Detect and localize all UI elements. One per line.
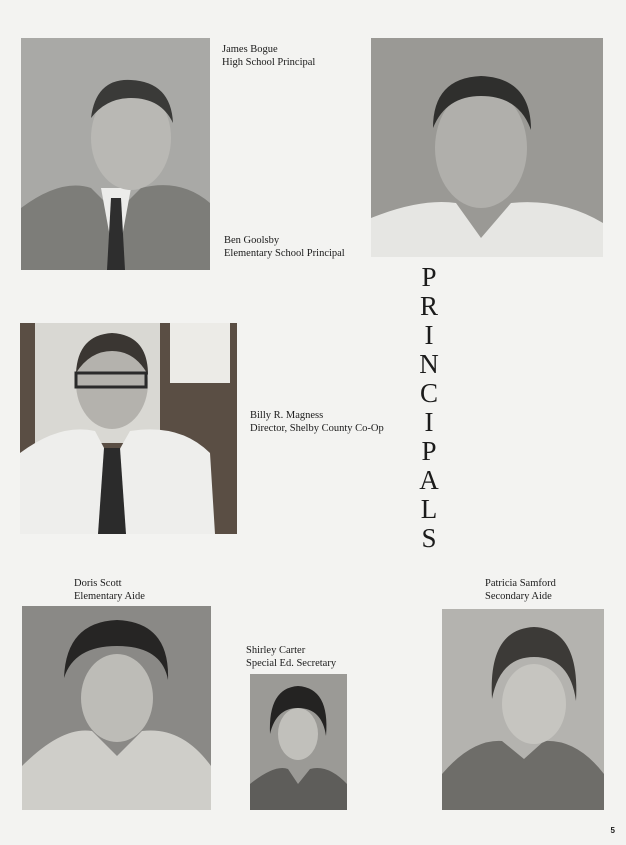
title-letter: P — [421, 436, 437, 466]
name-patricia-samford: Patricia Samford — [485, 578, 556, 589]
title-letter: P — [421, 262, 437, 292]
page-number: 5 — [610, 826, 615, 835]
photo-doris-scott — [22, 606, 211, 810]
page-title-principals — [414, 263, 444, 553]
photo-shirley-carter — [250, 674, 347, 810]
photo-patricia-samford — [442, 609, 604, 810]
photo-ben-goolsby — [371, 38, 603, 257]
title-letter: R — [419, 291, 438, 321]
title-letter: N — [419, 349, 439, 379]
caption-doris-scott — [74, 577, 145, 603]
name-james-bogue: James Bogue — [222, 44, 278, 55]
name-shirley-carter: Shirley Carter — [246, 645, 306, 656]
title-letter: I — [424, 320, 434, 350]
role-billy-magness: Director, Shelby County Co-Op — [250, 423, 384, 434]
caption-ben-goolsby — [224, 234, 345, 260]
title-letter: C — [419, 378, 438, 408]
role-patricia-samford: Secondary Aide — [485, 591, 552, 602]
title-letter: S — [421, 523, 437, 553]
photo-james-bogue — [21, 38, 210, 270]
title-letter: L — [420, 494, 438, 524]
role-ben-goolsby: Elementary School Principal — [224, 248, 345, 259]
role-doris-scott: Elementary Aide — [74, 591, 145, 602]
title-letter: A — [419, 465, 439, 495]
caption-james-bogue — [222, 43, 315, 69]
title-letter: I — [424, 407, 434, 437]
name-billy-magness: Billy R. Magness — [250, 410, 324, 421]
caption-shirley-carter — [246, 644, 336, 670]
name-doris-scott: Doris Scott — [74, 578, 122, 589]
name-ben-goolsby: Ben Goolsby — [224, 235, 280, 246]
caption-patricia-samford — [485, 577, 556, 603]
role-james-bogue: High School Principal — [222, 57, 316, 68]
caption-billy-magness — [250, 409, 384, 435]
role-shirley-carter: Special Ed. Secretary — [246, 658, 337, 669]
photo-billy-magness — [20, 323, 237, 534]
